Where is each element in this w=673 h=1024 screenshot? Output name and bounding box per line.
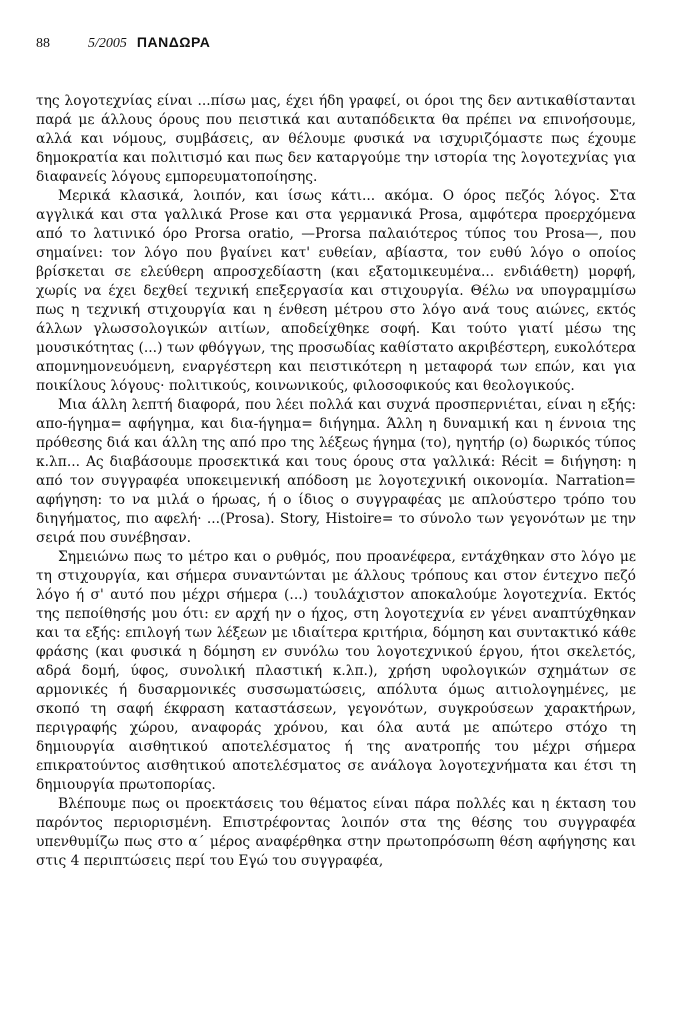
paragraph: Σημειώνω πως το μέτρο και ο ρυθμός, που προανέφερα, εντάχθηκαν στο λόγο με τη στιχουργία, και σήμερα συναντώνται με άλλους τρόπους και στον έντεχνο πεζό λόγο ή σ' αυτό που μέχρι σήμερα (...) τουλάχιστον αποκαλούμε λογοτεχνία. Εκτός της πεποίθησής μου ότι: εν αρχή ην ο ήχος, στη λογοτεχνία εν γένει αναπτύχθηκαν και τα εξής: επιλογή των λέξεων με ιδιαίτερα κριτήρια, δόμηση και συντακτικό κάθε φράσης (και φυσικά η δόμηση εν συνόλω του λογοτεχνικού έργου, ήτοι σκελετός, αδρά δομή, ύφος, συνολική πλαστική κ.λπ.), χρήση υφολογικών σχημάτων σε αρμονικές ή δυσαρμονικές συσσωματώσεις, απόλυτα όμως αιτιολογημένες, με σκοπό τη σαφή έκφραση καταστάσεων, γεγονότων, συγκρούσεων χαρακτήρων, περιγραφής χώρου, αναφοράς χρόνου, και όλα αυτά με απώτερο στόχο τη δημιουργία αισθητικού αποτελέσματος ή της ανατροπής του μέχρι σήμερα επικρατούντος αισθητικού αποτελέσματος σε ανάλογα λογοτεχνήματα και έτσι τη δημιουργία πρωτοπορίας. [36, 549, 636, 793]
paragraph: Βλέπουμε πως οι προεκτάσεις του θέματος είναι πάρα πολλές και η έκταση του παρόντος περιορισμένη. Επιστρέφοντας λοιπόν στα της θέσης του συγγραφέα υπενθυμίζω πως στο α΄ μέρος αναφέρθηκα στην πρωτοπρόσωπη θέση αφήγησης και στις 4 περιπτώσεις περί του Εγώ του συγγραφέα, [36, 796, 636, 869]
paragraph: της λογοτεχνίας είναι ...πίσω μας, έχει ήδη γραφεί, οι όροι της δεν αντικαθίστανται παρά με άλλους όρους που πειστικά και αυταπόδεικτα θα πρέπει να επινοήσουμε, αλλά και νόμους, συμβάσεις, αν θέλουμε φυσικά να ισχυριζόμαστε πως έχουμε δημοκρατία και πολιτισμό και πως δεν καταργούμε την ιστορία της λογοτεχνίας για διαφανείς λόγους εμπορευματοποίησης. [36, 93, 636, 185]
article-body [36, 92, 636, 871]
running-header [36, 34, 210, 52]
page-number: 88 [36, 36, 50, 51]
paragraph: Μερικά κλασικά, λοιπόν, και ίσως κάτι... ακόμα. Ο όρος πεζός λόγος. Στα αγγλικά και στα γαλλικά Prose και στα γερμανικά Prosa, αμφότερα προερχόμενα από το λατινικό όρο Prorsa oratio, —Prorsa παλαιότερος τύπος του Prosa—, που σημαίνει: τον λόγο που βγαίνει κατ' ευθείαν, αβίαστα, τον ευθύ λόγο ο οποίος βρίσκεται σε ελεύθερη απροσχεδίαστη (και εξατομικευμένα... ενδιάθετη) μορφή, χωρίς να έχει δεχθεί τεχνική επεξεργασία και στιχουργία. Θέλω να υπογραμμίσω πως η τεχνική στιχουργία και η ένθεση μέτρου στο λόγο ανά τους αιώνες, εκτός άλλων γλωσσολογικών αιτίων, αποδείχθηκε σοφή. Και τούτο γιατί μέσω της μουσικότητας (...) των φθόγγων, της προσωδίας καθίστατο ακριβέστερη, ευκολότερα απομνημονευόμενη, εναργέστερη και πειστικότερη η μεταφορά των επών, και για ποικίλους λόγους· πολιτικούς, κοινωνικούς, φιλοσοφικούς και θεολογικούς. [36, 188, 636, 394]
issue-label: 5/2005 [88, 36, 127, 51]
paragraph: Μια άλλη λεπτή διαφορά, που λέει πολλά και συχνά προσπερνιέται, είναι η εξής: απο-ήγημα= αφήγημα, και δια-ήγημα= διήγημα. Άλλη η δυναμική και η έννοια της πρόθεσης διά και άλλη της από προ της λέξεως ήγημα (το), ηγητήρ (ο) δωρικός τύπος κ.λπ... Ας διαβάσουμε προσεκτικά και τους όρους στα γαλλικά: Récit = διήγηση: η από τον συγγραφέα υποκειμενική απόδοση με λογοτεχνική οικονομία. Narration= αφήγηση: το να μιλά ο ήρωας, ή ο ίδιος ο συγγραφέας με απλούστερο τρόπο του διηγήματος, πιο αφελή· ...(Prosa). Story, Histoire= το σύνολο των γεγονότων με την σειρά που συνέβησαν. [36, 397, 636, 546]
journal-logo: ΠΑΝΔΩΡΑ [136, 34, 211, 50]
